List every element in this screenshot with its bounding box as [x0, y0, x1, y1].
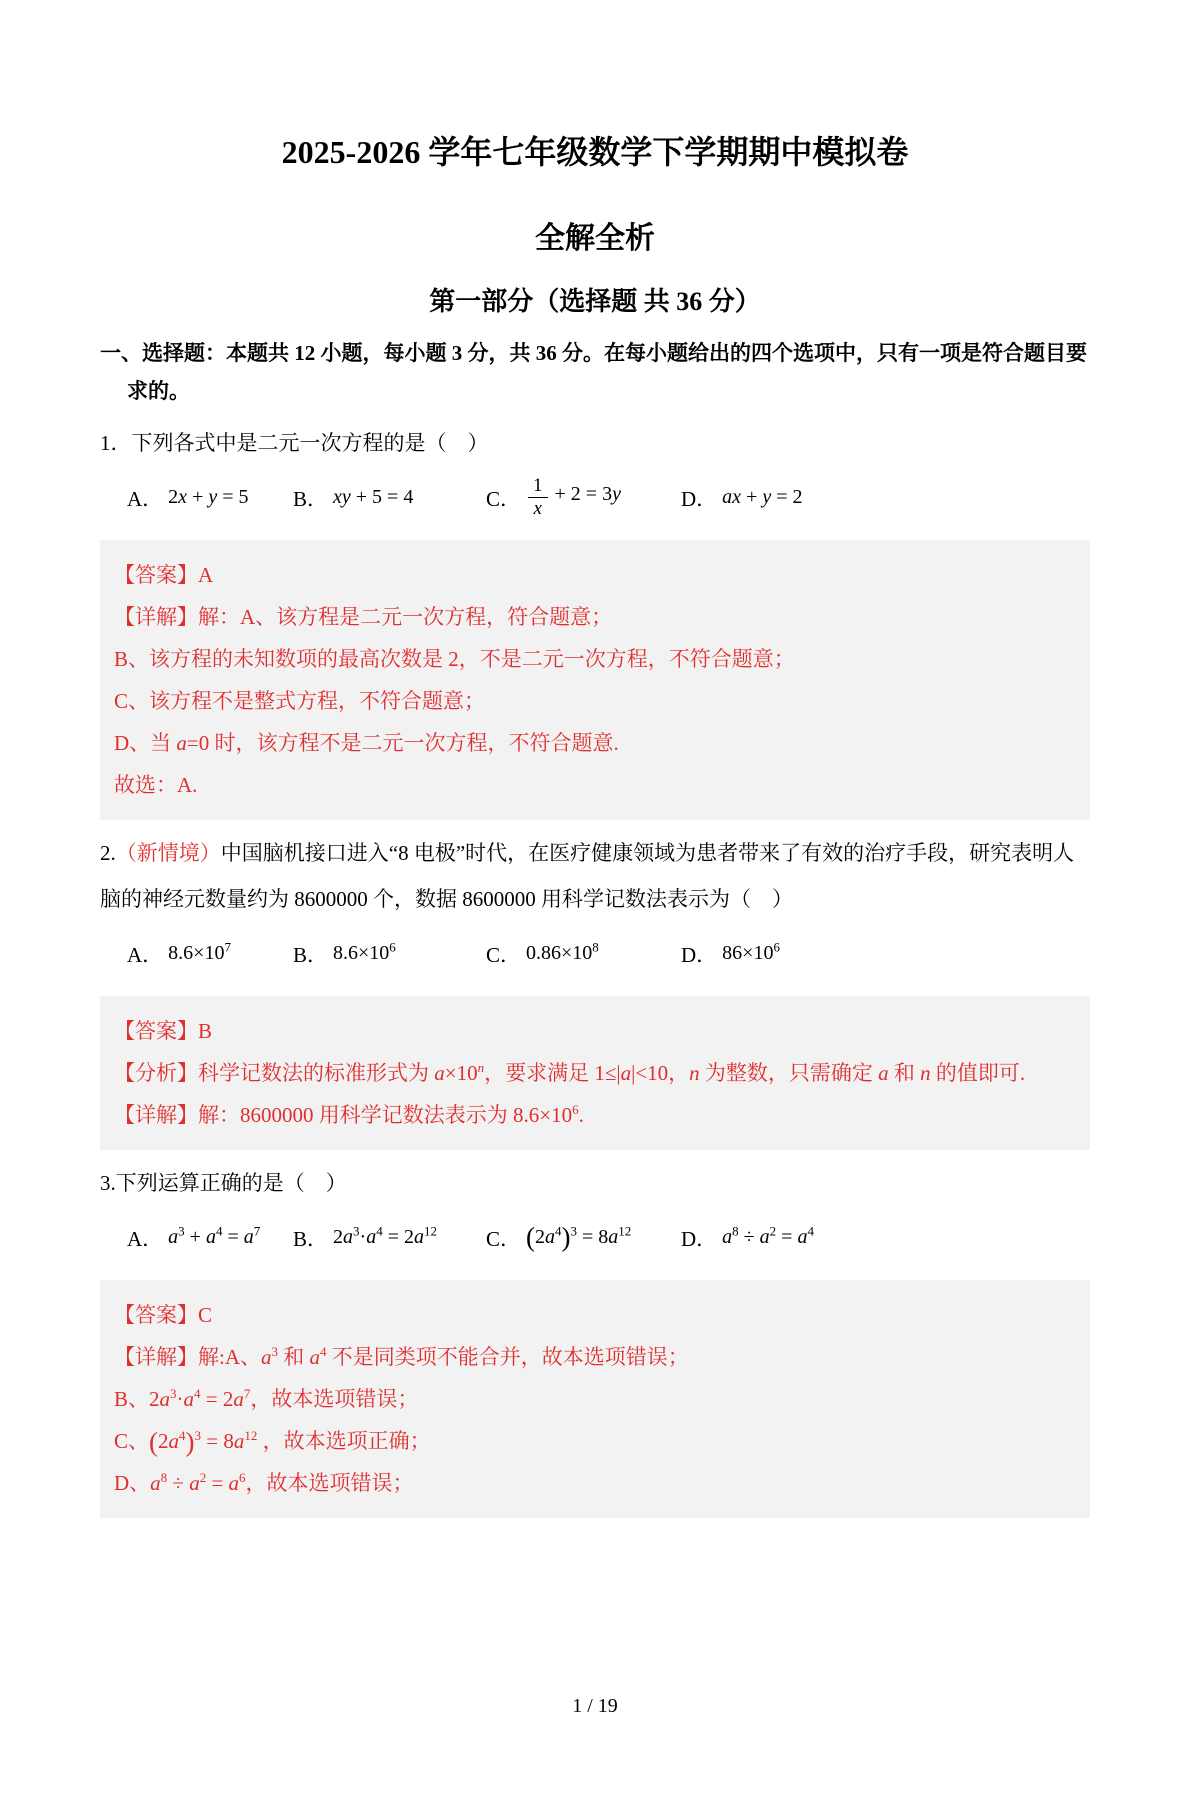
- question-2-options: [100, 928, 1090, 980]
- option-c-formula: $\frac{1}{x}$ + 2 = 3y: [526, 475, 621, 520]
- question-1-option-a: [127, 483, 293, 513]
- question-2-option-a: [127, 939, 293, 969]
- question-3-stem: [100, 1160, 1090, 1206]
- question-3-number: 3.: [100, 1170, 116, 1195]
- option-c-formula: $0.86\times 10^8$: [526, 939, 599, 965]
- answer-line: 【详解】解：A、该方程是二元一次方程，符合题意；: [114, 604, 613, 629]
- answer-line: 【分析】科学记数法的标准形式为 $a\times 10^n$，要求满足 1≤|a|<10，n 为整数，只需确定 a 和 n 的值即可.: [114, 1059, 1026, 1085]
- option-b-formula: xy + 5 = 4: [333, 486, 414, 509]
- question-3-option-b: [293, 1223, 486, 1253]
- question-2-option-b: [293, 939, 486, 969]
- question-2-tag: （新情境）: [115, 840, 221, 865]
- exam-subtitle: 全解全析: [535, 221, 655, 255]
- option-c-label: C．: [486, 942, 522, 967]
- exam-title: 2025-2026 学年七年级数学下学期期中模拟卷: [281, 134, 909, 170]
- option-c-label: C．: [486, 486, 522, 511]
- answer-line: D、当 a=0 时，该方程不是二元一次方程，不符合题意.: [114, 730, 619, 755]
- question-3-option-c: [486, 1223, 681, 1253]
- question-1-options: [100, 472, 1090, 524]
- option-d-label: D．: [681, 486, 718, 511]
- answer-line: C、该方程不是整式方程，不符合题意；: [114, 688, 486, 713]
- question-1-number: 1．: [100, 430, 132, 455]
- option-c-label: C．: [486, 1226, 522, 1251]
- section-instructions: 一、选择题：本题共 12 小题，每小题 3 分，共 36 分。在每小题给出的四个选项中，只有一项是符合题目要求的。: [100, 340, 1087, 403]
- option-b-formula: $2a^3\cdot a^4 = 2a^{12}$: [333, 1223, 437, 1249]
- option-b-formula: $8.6\times 10^6$: [333, 939, 396, 965]
- answer-line: 【答案】C: [114, 1302, 213, 1327]
- option-d-formula: $a^8 \div a^2 = a^4$: [722, 1223, 814, 1249]
- question-1-option-d: [681, 483, 1090, 513]
- question-2: [100, 830, 1090, 1150]
- exam-document-page: [0, 134, 1190, 1518]
- page-number: 1 / 19: [572, 1695, 618, 1717]
- option-a-formula: $a^3 + a^4 = a^7$: [168, 1223, 261, 1249]
- option-b-label: B．: [293, 486, 329, 511]
- question-2-stem: [100, 830, 1090, 922]
- answer-line: B、$2a^3\cdot a^4 = 2a^7$，故本选项错误；: [114, 1385, 419, 1411]
- answer-line: C、$(2a^4)^3 = 8a^{12}$ ，故本选项正确；: [114, 1426, 431, 1457]
- answer-line: 故选：A.: [114, 772, 198, 797]
- option-b-label: B．: [293, 1226, 329, 1251]
- question-2-number: 2.: [100, 840, 116, 865]
- option-d-label: D．: [681, 942, 718, 967]
- question-2-option-c: [486, 939, 681, 969]
- option-a-label: A．: [127, 942, 164, 967]
- question-2-option-d: [681, 939, 1090, 969]
- question-3: [100, 1160, 1090, 1518]
- answer-line: D、$a^8 \div a^2 = a^6$，故本选项错误；: [114, 1469, 414, 1495]
- answer-line: 【答案】A: [114, 562, 214, 587]
- question-3-option-d: [681, 1223, 1090, 1253]
- question-2-stem-text: 中国脑机接口进入“8 电极”时代，在医疗健康领域为患者带来了有效的治疗手段，研究表明人脑的神经元数量约为 8600000 个，数据 8600000 用科学记数法表示为（ ）: [100, 840, 1075, 911]
- answer-line: B、该方程的未知数项的最高次数是 2，不是二元一次方程，不符合题意；: [114, 646, 795, 671]
- answer-line: 【详解】解：8600000 用科学记数法表示为 $8.6\times 10^6$.: [114, 1101, 584, 1127]
- question-2-answer-box: [100, 996, 1090, 1150]
- question-1-option-b: [293, 483, 486, 513]
- question-1: [100, 420, 1090, 820]
- question-1-option-c: [486, 475, 681, 520]
- question-3-options: [100, 1212, 1090, 1264]
- option-d-formula: ax + y = 2: [722, 486, 803, 509]
- question-1-stem: [100, 420, 1090, 466]
- answer-line: 【详解】解:A、$a^3$ 和 $a^4$ 不是同类项不能合并，故本选项错误；: [114, 1343, 689, 1369]
- question-1-answer-box: [100, 540, 1090, 820]
- option-a-formula: 2x + y = 5: [168, 486, 249, 509]
- option-d-label: D．: [681, 1226, 718, 1251]
- question-3-answer-box: [100, 1280, 1090, 1518]
- option-a-formula: $8.6\times 10^7$: [168, 939, 231, 965]
- question-3-stem-text: 下列运算正确的是（ ）: [115, 1170, 347, 1195]
- option-a-label: A．: [127, 1226, 164, 1251]
- answer-line: 【答案】B: [114, 1018, 213, 1043]
- option-a-label: A．: [127, 486, 164, 511]
- option-d-formula: $86\times 10^6$: [722, 939, 780, 965]
- option-c-formula: $(2a^4)^3 = 8a^{12}$: [526, 1222, 632, 1253]
- part-one-header: 第一部分（选择题 共 36 分）: [429, 286, 761, 316]
- question-3-option-a: [127, 1223, 293, 1253]
- option-b-label: B．: [293, 942, 329, 967]
- question-1-stem-text: 下列各式中是二元一次方程的是（ ）: [131, 430, 489, 455]
